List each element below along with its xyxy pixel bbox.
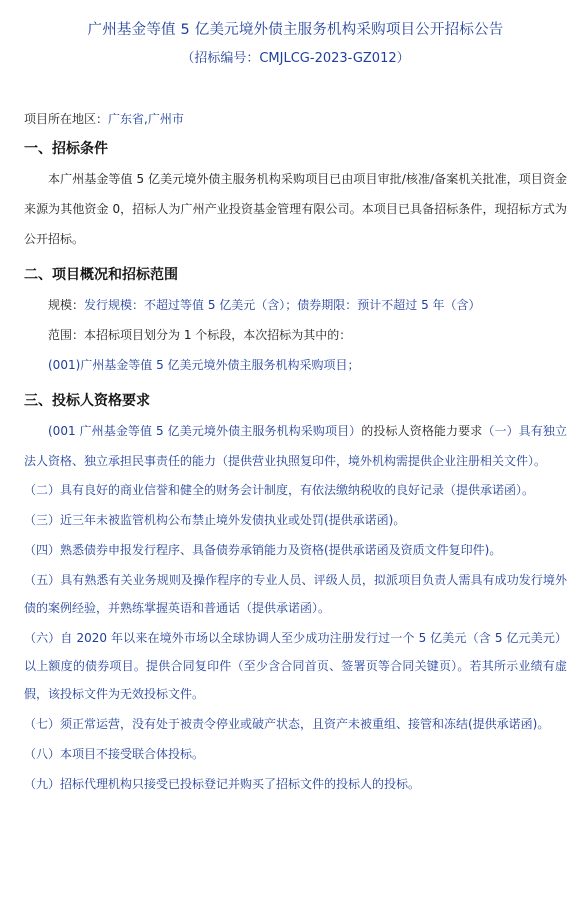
lot-line: (001)广州基金等值 5 亿美元境外债主服务机构采购项目； xyxy=(48,358,360,372)
qualification-item-9: （九）招标代理机构只接受已投标登记并购买了招标文件的投标人的投标。 xyxy=(24,777,421,791)
qualification-item-4: （四）熟悉债券申报发行程序、具备债券承销能力及资格(提供承诺函及资质文件复印件)。 xyxy=(24,543,502,557)
qualification-item-8: （八）本项目不接受联合体投标。 xyxy=(24,747,205,761)
qualification-item-3: （三）近三年未被监管机构公布禁止境外发债执业或处罚(提供承诺函)。 xyxy=(24,513,406,527)
scale-label: 规模： xyxy=(48,298,85,312)
tender-number: （招标编号：CMJLCG-2023-GZ012） xyxy=(181,51,410,66)
project-location xyxy=(24,110,567,128)
scale-line xyxy=(24,290,567,320)
qualification-intro-text: 的投标人资格能力要求 xyxy=(361,424,483,438)
qualification-intro xyxy=(24,416,567,476)
location-value: 广东省,广州市 xyxy=(108,112,184,126)
qualification-item-6: （六）自 2020 年以来在境外市场以全球协调人至少成功注册发行过一个 5 亿美元（含 5 亿元美元）以上额度的债券项目。提供合同复印件（至少含合同首页、签署页等合同关键页）。若其所示业绩有虚假，该投标文件为无效投标文件。 xyxy=(24,631,567,701)
qualification-item-1: （一）具有独立法人资格、独立承担民事责任的能力（提供营业执照复印件，境外机构需提供企业注册相关文件）。 xyxy=(24,424,567,468)
conditions-paragraph: 本广州基金等值 5 亿美元境外债主服务机构采购项目已由项目审批/核准/备案机关批准，项目资金来源为其他资金 0，招标人为广州产业投资基金管理有限公司。本项目已具备招标条件，现招标方式为公开招标。 xyxy=(24,172,567,246)
qualification-intro-project: (001 广州基金等值 5 亿美元境外债主服务机构采购项目） xyxy=(48,424,362,438)
scope-line: 范围：本招标项目划分为 1 个标段，本次招标为其中的： xyxy=(48,328,352,342)
page-title: 广州基金等值 5 亿美元境外债主服务机构采购项目公开招标公告 xyxy=(87,22,504,38)
section-heading-overview: 二、项目概况和招标范围 xyxy=(24,267,178,283)
section-heading-qualification: 三、投标人资格要求 xyxy=(24,393,150,409)
scale-value: 发行规模：不超过等值 5 亿美元（含）；债券期限：预计不超过 5 年（含） xyxy=(84,298,481,312)
qualification-item-7: （七）须正常运营，没有处于被责令停业或破产状态，且资产未被重组、接管和冻结(提供承诺函)。 xyxy=(24,717,550,731)
location-label: 项目所在地区： xyxy=(24,112,109,126)
qualification-item-2: （二）具有良好的商业信誉和健全的财务会计制度，有依法缴纳税收的良好记录（提供承诺函）。 xyxy=(24,483,535,497)
qualification-item-5: （五）具有熟悉有关业务规则及操作程序的专业人员、评级人员，拟派项目负责人需具有成功发行境外债的案例经验，并熟练掌握英语和普通话（提供承诺函）。 xyxy=(24,573,567,615)
section-heading-conditions: 一、招标条件 xyxy=(24,141,108,157)
